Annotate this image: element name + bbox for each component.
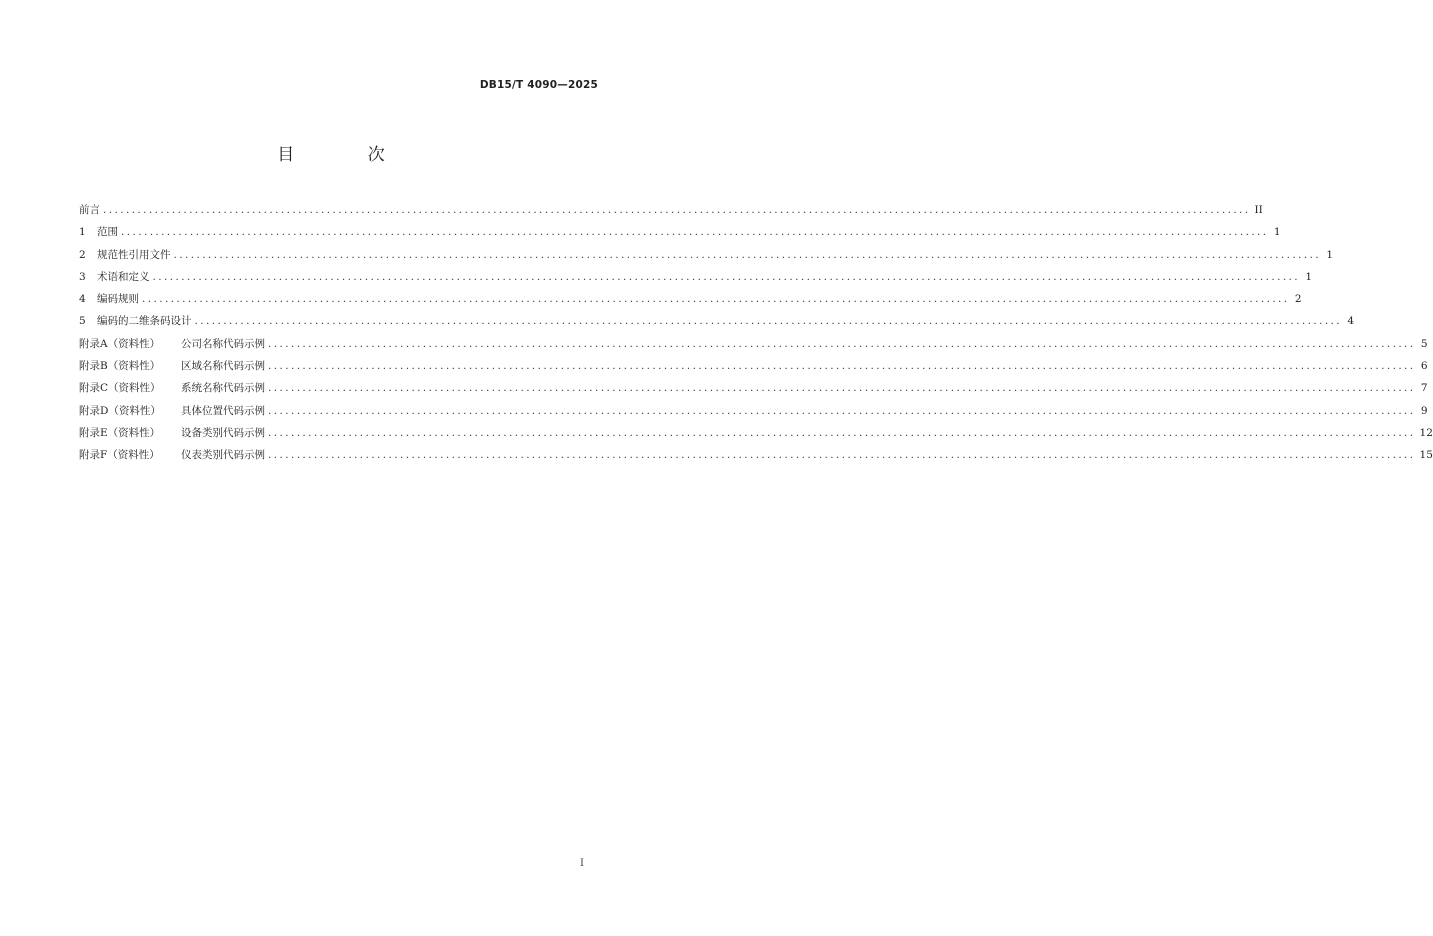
toc-entry-page: 15 bbox=[1419, 449, 1433, 462]
toc-dot-leader: ........................................................................................................................................................................................................ bbox=[268, 404, 1416, 417]
toc-entry[interactable] bbox=[79, 377, 1428, 399]
toc-entry-page: II bbox=[1254, 204, 1263, 216]
toc-entry-number: 3 bbox=[79, 270, 86, 283]
toc-entry-number: 4 bbox=[79, 293, 86, 306]
toc-entry-page: 6 bbox=[1420, 360, 1428, 373]
toc-entry-page: 1 bbox=[1273, 226, 1281, 239]
toc-dot-leader: ........................................................................................................................................................................................................ bbox=[121, 226, 1269, 239]
toc-entry-title: 术语和定义 bbox=[97, 270, 150, 283]
toc-entry-title: 仪表类别代码示例 bbox=[181, 449, 265, 462]
toc-entry[interactable] bbox=[79, 288, 1302, 310]
toc-entry-appendix-prefix: 附录B（资料性） bbox=[79, 360, 161, 373]
toc-entry-title: 规范性引用文件 bbox=[97, 248, 171, 261]
toc-entry[interactable] bbox=[79, 221, 1281, 243]
toc-dot-leader: ........................................................................................................................................................................................................ bbox=[268, 337, 1416, 350]
toc-dot-leader: ........................................................................................................................................................................................................ bbox=[268, 360, 1416, 373]
table-of-contents bbox=[79, 199, 1433, 467]
toc-entry-title: 公司名称代码示例 bbox=[181, 337, 265, 350]
toc-entry-number: 5 bbox=[79, 315, 86, 328]
toc-dot-leader: ........................................................................................................................................................................................................ bbox=[142, 293, 1290, 306]
toc-entry[interactable] bbox=[79, 333, 1428, 355]
toc-entry-title: 设备类别代码示例 bbox=[181, 426, 265, 439]
toc-entry-appendix-prefix: 附录D（资料性） bbox=[79, 404, 161, 417]
page-number: I bbox=[580, 858, 584, 869]
toc-entry-page: 1 bbox=[1326, 248, 1334, 261]
toc-entry-title: 区域名称代码示例 bbox=[181, 360, 265, 373]
toc-entry-appendix-prefix: 附录A（资料性） bbox=[79, 337, 161, 350]
toc-entry[interactable] bbox=[79, 310, 1355, 332]
toc-title: 目 次 bbox=[277, 145, 419, 165]
toc-entry-page: 2 bbox=[1294, 293, 1302, 306]
toc-entry[interactable] bbox=[79, 355, 1428, 377]
toc-entry-number: 2 bbox=[79, 248, 86, 261]
toc-entry-title: 编码的二维条码设计 bbox=[97, 315, 192, 328]
toc-entry-appendix-prefix: 附录E（资料性） bbox=[79, 426, 161, 439]
toc-entry-number: 1 bbox=[79, 226, 86, 239]
toc-entry-title: 前言 bbox=[79, 204, 100, 216]
toc-entry[interactable] bbox=[79, 422, 1433, 444]
toc-entry[interactable] bbox=[79, 400, 1428, 422]
toc-dot-leader: ........................................................................................................................................................................................................ bbox=[103, 204, 1251, 216]
toc-entry-page: 4 bbox=[1347, 315, 1355, 328]
toc-entry-title: 编码规则 bbox=[97, 293, 139, 306]
toc-dot-leader: ........................................................................................................................................................................................................ bbox=[268, 426, 1416, 439]
toc-entry-page: 7 bbox=[1420, 382, 1428, 395]
toc-entry[interactable] bbox=[79, 199, 1263, 221]
toc-entry-page: 9 bbox=[1420, 404, 1428, 417]
toc-entry-title: 系统名称代码示例 bbox=[181, 382, 265, 395]
toc-entry-page: 12 bbox=[1419, 426, 1433, 439]
toc-dot-leader: ........................................................................................................................................................................................................ bbox=[268, 382, 1416, 395]
toc-entry-appendix-prefix: 附录F（资料性） bbox=[79, 449, 160, 462]
toc-dot-leader: ........................................................................................................................................................................................................ bbox=[268, 449, 1416, 462]
toc-entry-page: 1 bbox=[1305, 270, 1313, 283]
toc-entry[interactable] bbox=[79, 444, 1433, 466]
toc-entry[interactable] bbox=[79, 244, 1334, 266]
toc-entry-appendix-prefix: 附录C（资料性） bbox=[79, 382, 161, 395]
toc-entry-title: 范围 bbox=[97, 226, 118, 239]
toc-entry-page: 5 bbox=[1420, 337, 1428, 350]
toc-dot-leader: ........................................................................................................................................................................................................ bbox=[173, 248, 1322, 261]
document-code: DB15/T 4090—2025 bbox=[479, 79, 598, 91]
toc-entry[interactable] bbox=[79, 266, 1313, 288]
toc-dot-leader: ........................................................................................................................................................................................................ bbox=[152, 270, 1301, 283]
toc-dot-leader: ........................................................................................................................................................................................................ bbox=[194, 315, 1343, 328]
toc-entry-title: 具体位置代码示例 bbox=[181, 404, 265, 417]
